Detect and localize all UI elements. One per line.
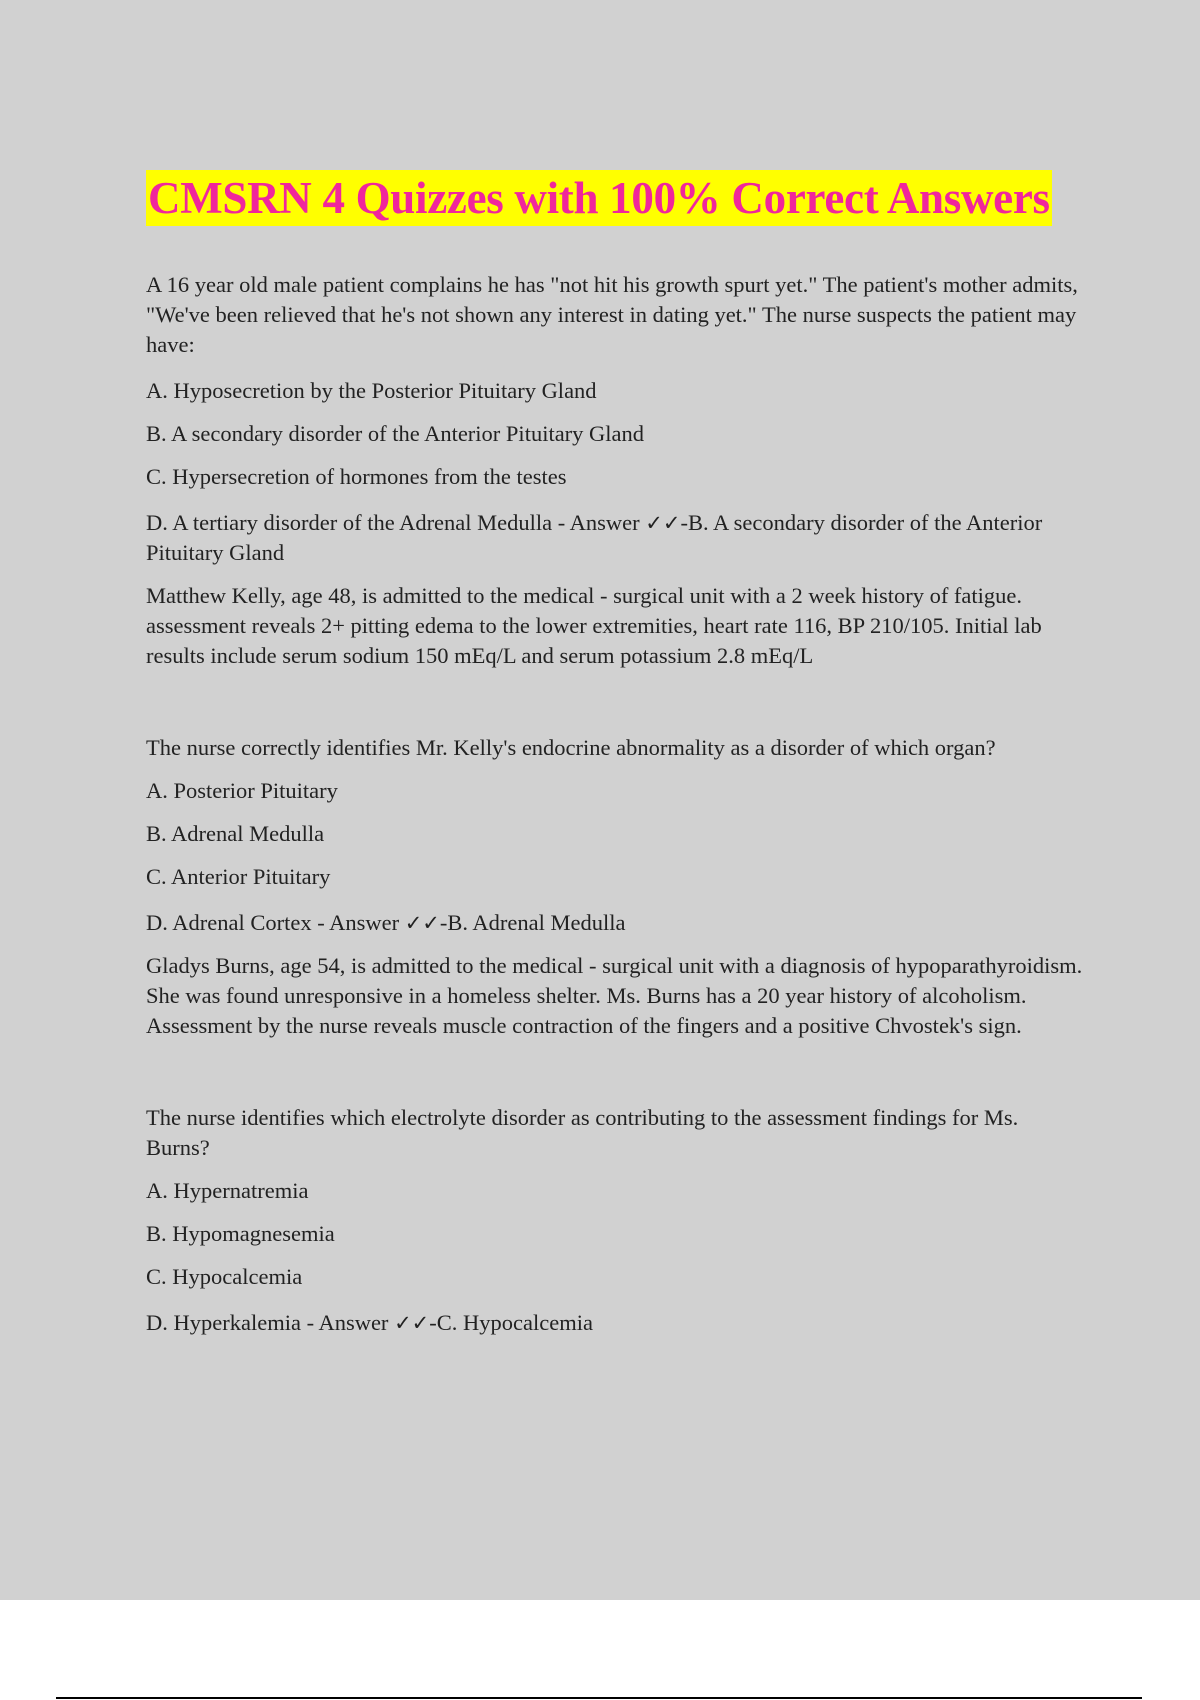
checkmark-icon: ✓✓ [394,1311,430,1335]
correct-answer: -C. Hypocalcemia [429,1310,593,1335]
answer-option: A. Hyposecretion by the Posterior Pituitary Gland [146,378,597,403]
footer-divider [56,1697,1142,1699]
checkmark-icon: ✓✓ [645,511,681,535]
answer-option: B. Hypomagnesemia [146,1221,335,1246]
checkmark-icon: ✓✓ [404,911,440,935]
answer-line [146,908,1086,938]
answer-option: D. Hyperkalemia - Answer [146,1310,395,1335]
case-description: Gladys Burns, age 54, is admitted to the medical - surgical unit with a diagnosis of hypoparathyroidism. She was found unresponsive in a homeless shelter. Ms. Burns has a 20 year history of alcoholism. Assessment by the nurse reveals muscle contraction of the fingers and a positive Chvostek's sign. [146,953,1083,1038]
answer-option: A. Hypernatremia [146,1178,309,1203]
answer-option: C. Anterior Pituitary [146,864,331,889]
answer-option: B. Adrenal Medulla [146,821,325,846]
case-description: Matthew Kelly, age 48, is admitted to the medical - surgical unit with a 2 week history of fatigue. assessment reveals 2+ pitting edema to the lower extremities, heart rate 116, BP 210/105. Initial lab results include serum sodium 150 mEq/L and serum potassium 2.8 mEq/L [146,583,1042,668]
question-stem: A 16 year old male patient complains he has "not hit his growth spurt yet." The patient's mother admits, "We've been relieved that he's not shown any interest in dating yet." The nurse suspects the patient may have: [146,272,1078,357]
document-body [146,270,1086,1338]
answer-option: D. Adrenal Cortex - Answer [146,910,405,935]
answer-line [146,1308,1086,1338]
answer-option: C. Hypocalcemia [146,1264,303,1289]
answer-option: B. A secondary disorder of the Anterior Pituitary Gland [146,421,645,446]
title-block [146,170,1052,226]
correct-answer: -B. Adrenal Medulla [439,910,626,935]
answer-option: A. Posterior Pituitary [146,778,338,803]
answer-option: D. A tertiary disorder of the Adrenal Medulla - Answer [146,510,646,535]
question-stem: The nurse correctly identifies Mr. Kelly's endocrine abnormality as a disorder of which organ? [146,735,996,760]
correct-answer: -B. A secondary disorder of the Anterior Pituitary Gland [146,510,1043,565]
question-stem: The nurse identifies which electrolyte disorder as contributing to the assessment findings for Ms. Burns? [146,1105,1019,1160]
answer-option: C. Hypersecretion of hormones from the testes [146,464,567,489]
answer-line [146,508,1086,568]
page-title: CMSRN 4 Quizzes with 100% Correct Answers [146,170,1052,226]
